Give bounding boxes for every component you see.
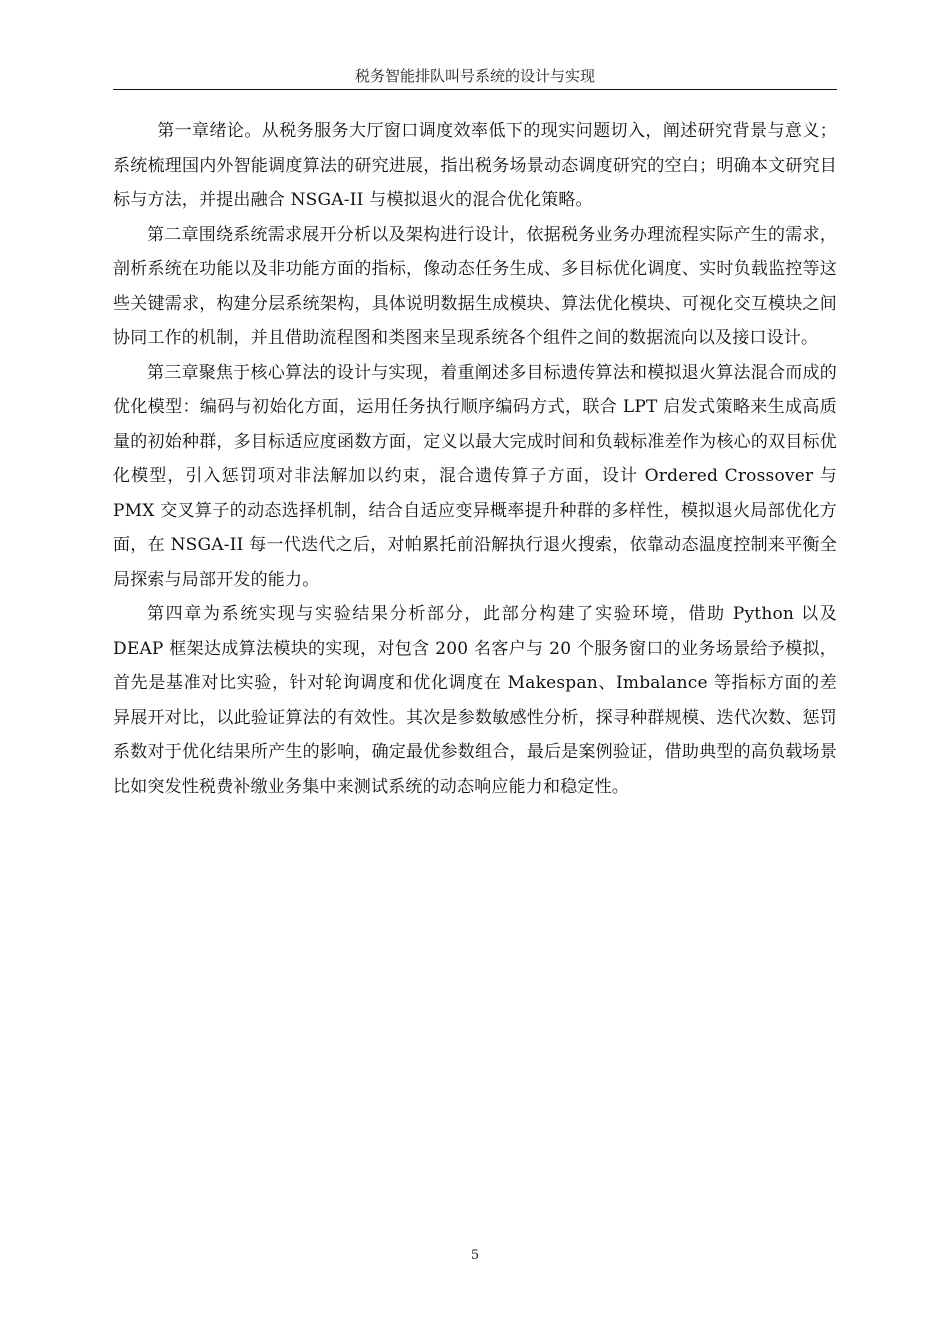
header-divider <box>113 89 837 90</box>
page-number: 5 <box>470 1248 480 1263</box>
paragraph-chapter-4: 第四章为系统实现与实验结果分析部分，此部分构建了实验环境，借助 Python 以及 DEAP 框架达成算法模块的实现，对包含 200 名客户与 20 个服务窗口的业务场景给予模拟，首先是基准对比实验，针对轮询调度和优化调度在 Makespan、Imbalance 等指标方面的差异展开对比，以此验证算法的有效性。其次是参数敏感性分析，探寻种群规模、迭代次数、惩罚系数对于优化结果所产生的影响，确定最优参数组合，最后是案例验证，借助典型的高负载场景比如突发性税费补缴业务集中来测试系统的动态响应能力和稳定性。 <box>113 604 837 797</box>
paragraph-chapter-1: 第一章绪论。从税务服务大厅窗口调度效率低下的现实问题切入，阐述研究背景与意义；系统梳理国内外智能调度算法的研究进展，指出税务场景动态调度研究的空白；明确本文研究目标与方法，并提出融合 NSGA-II 与模拟退火的混合优化策略。 <box>113 121 837 210</box>
body-text <box>113 114 837 804</box>
paragraph-chapter-3: 第三章聚焦于核心算法的设计与实现，着重阐述多目标遗传算法和模拟退火算法混合而成的优化模型：编码与初始化方面，运用任务执行顺序编码方式，联合 LPT 启发式策略来生成高质量的初始种群，多目标适应度函数方面，定义以最大完成时间和负载标准差作为核心的双目标优化模型，引入惩罚项对非法解加以约束，混合遗传算子方面，设计 Ordered Crossover 与 PMX 交叉算子的动态选择机制，结合自适应变异概率提升种群的多样性，模拟退火局部优化方面，在 NSGA-II 每一代迭代之后，对帕累托前沿解执行退火搜索，依靠动态温度控制来平衡全局探索与局部开发的能力。 <box>113 362 837 590</box>
running-header-title: 税务智能排队叫号系统的设计与实现 <box>354 67 595 85</box>
paragraph-chapter-2: 第二章围绕系统需求展开分析以及架构进行设计，依据税务业务办理流程实际产生的需求，剖析系统在功能以及非功能方面的指标，像动态任务生成、多目标优化调度、实时负载监控等这些关键需求，构建分层系统架构，具体说明数据生成模块、算法优化模块、可视化交互模块之间协同工作的机制，并且借助流程图和类图来呈现系统各个组件之间的数据流向以及接口设计。 <box>113 224 837 348</box>
